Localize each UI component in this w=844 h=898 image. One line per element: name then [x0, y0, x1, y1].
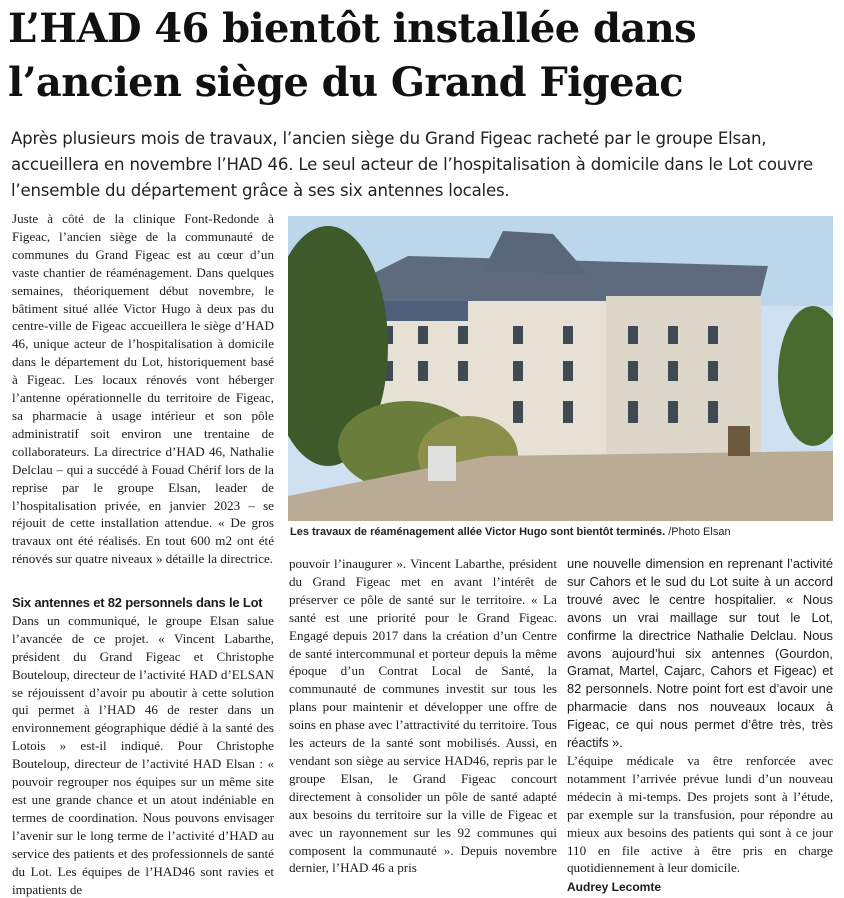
building-illustration [288, 216, 833, 521]
paragraph-col1: Dans un communiqué, le groupe Elsan salue l’avancée de ce projet. « Vincent Labarthe, président du Grand Figeac et Christophe Bouteloup, directeur de l’activité HAD d’ELSAN se réjouissent d’avoir pu aboutir à cette solution qui permet à l’HAD 46 de rester dans un environnement géographique dédié à la santé des Lotois » est-il indiqué. Pour Christophe Bouteloup, directeur de l’activité HAD Elsan : « pouvoir regrouper nos équipes sur un même site est une grande chance et un atout indéniable en termes de coordination. Nous pouvons envisager l’avenir sur le long terme de l’activité d’HAD au service des patients et des professionnels de santé du Lot. Les équipes de l’HAD46 sont ravies et impatients de [12, 612, 274, 897]
headline: L’HAD 46 bientôt installée dans l’ancien siège du Grand Figeac [8, 5, 697, 106]
byline: Audrey Lecomte [567, 880, 662, 895]
column-1-bottom [12, 594, 274, 898]
photo-caption-line [290, 526, 835, 538]
lead-paragraph: Après plusieurs mois de travaux, l’ancien siège du Grand Figeac racheté par le groupe Elsan, accueillera en novembre l’HAD 46. Le seul acteur de l’hospitalisation à domicile dans le Lot couvre l’ensemble du département grâce à ses six antennes locales. [11, 129, 813, 200]
column-2 [289, 555, 557, 877]
building-photo [288, 216, 833, 521]
photo-credit: /Photo Elsan [668, 526, 731, 538]
photo-caption: Les travaux de réaménagement allée Victor Hugo sont bientôt terminés. [290, 526, 666, 538]
column-3 [567, 555, 833, 897]
paragraph-col3a: une nouvelle dimension en reprenant l’activité sur Cahors et le sud du Lot suite à un accord trouvé avec le centre hospitalier. « Nous avons un vrai maillage sur tout le Lot, confirme la directrice Nathalie Delclau. Nous avons aujourd’hui six antennes (Gourdon, Gramat, Martel, Cajarc, Cahors et Figeac) et 82 personnels. Notre point fort est d’avoir une pharmacie dans nos nouveaux locaux à Figeac, ce qui nous permet d’être très, très réactifs ». [567, 556, 833, 751]
column-1-top [12, 210, 274, 568]
subhead: Six antennes et 82 personnels dans le Lot [12, 595, 263, 610]
intro-paragraph: Juste à côté de la clinique Font-Redonde à Figeac, l’ancien siège de la communauté de communes du Grand Figeac est au cœur d’un vaste chantier de réaménagement. Dans quelques semaines, théoriquement début novembre, le bâtiment situé allée Victor Hugo à deux pas du centre-ville de Figeac accueillera le siège d’HAD 46, unique acteur de l’hospitalisation à domicile dans le département du Lot, historiquement basé à Figeac. Les locaux rénovés vont héberger l’antenne opérationnelle du territoire de Figeac, sa pharmacie à usage intérieur et son pôle administratif soit environ une trentaine de collaborateurs. La directrice d’HAD 46, Nathalie Delclau – qui a succédé à Fouad Chérif lors de la reprise par le groupe Elsan, leader de l’hospitalisation privée, en janvier 2023 – se réjouit de cette installation attendue. « De gros travaux ont été réalisés. En tout 600 m2 ont été rénovés sur quatre niveaux » détaille la directrice. [12, 211, 274, 567]
paragraph-col3b: L’équipe médicale va être renforcée avec notamment l’arrivée prévue lundi d’un nouveau médecin à mi-temps. Des projets sont à l’étude, par exemple sur la transfusion, pour répondre au mieux aux besoins des patients qui sont à ce jour 110 en file active à être pris en charge quotidiennement à leur domicile. [567, 752, 833, 876]
paragraph-col2: pouvoir l’inaugurer ». Vincent Labarthe, président du Grand Figeac met en avant l’intérêt de préserver ce pôle de santé sur le territoire. « La santé est une priorité pour le Grand Figeac. Engagé depuis 2017 dans la création d’un Centre de santé intercommunal et porteur depuis la même époque d’un Contrat Local de Santé, la communauté de communes investit sur tous les plans pour maintenir et développer une offre de soins en phase avec l’attractivité du territoire. Tous les acteurs de la santé sont mobilisés. Aussi, en vendant son siège au service HAD46, repris par le groupe Elsan, le Grand Figeac concourt directement à consolider un pôle de santé adapté aux besoins du territoire sur la ville de Figeac et avec un rayonnement sur les 92 communes qui composent la communauté ». Depuis novembre dernier, l’HAD 46 a pris [289, 556, 557, 876]
